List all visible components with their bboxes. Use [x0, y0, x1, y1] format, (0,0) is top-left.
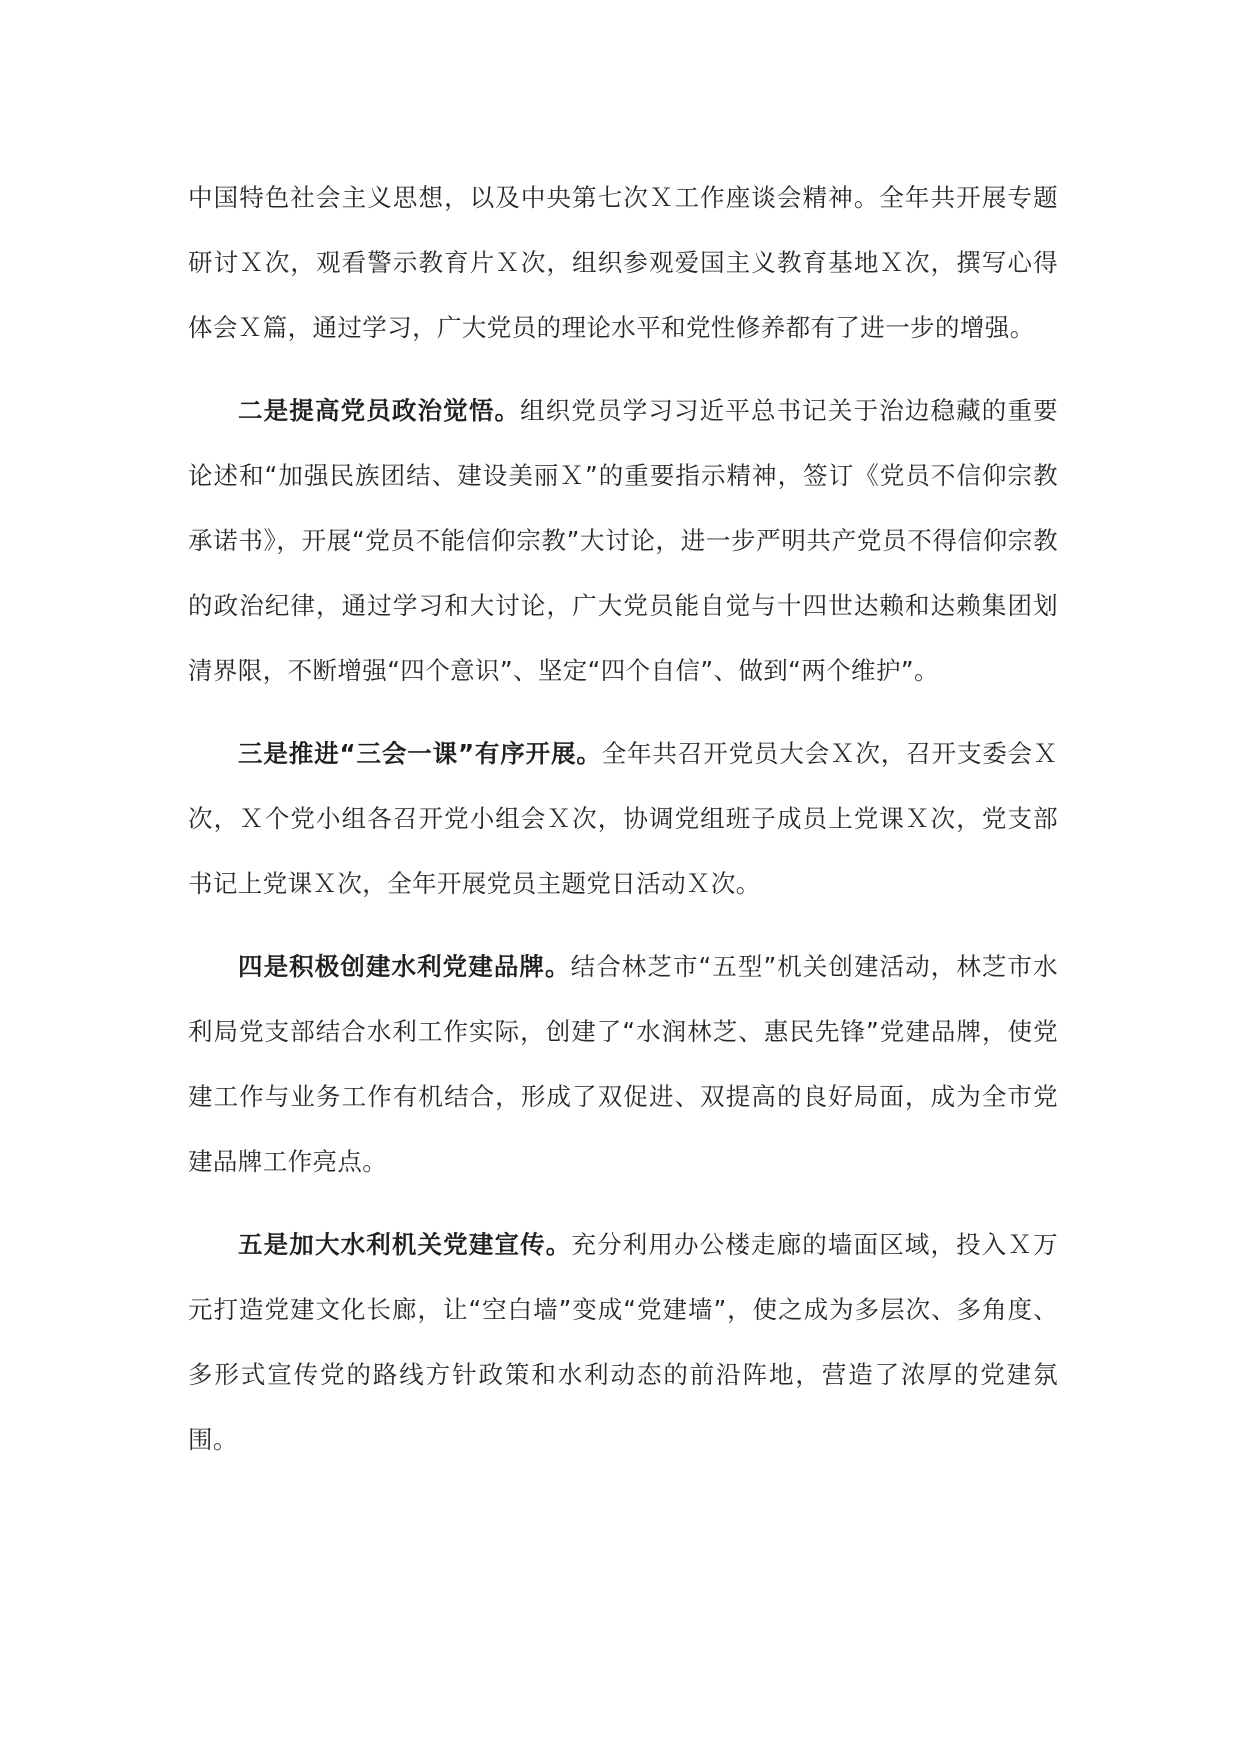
paragraph-text: 结合林芝市“五型”机关创建活动，林芝市水利局党支部结合水利工作实际，创建了“水润林芝、惠民先锋”党建品牌，使党建工作与业务工作有机结合，形成了双促进、双提高的良好局面，成为全市党建品牌工作亮点。 [188, 952, 1058, 1176]
paragraph-text: 中国特色社会主义思想，以及中央第七次Ｘ工作座谈会精神。全年共开展专题研讨Ｘ次，观看警示教育片Ｘ次，组织参观爱国主义教育基地Ｘ次，撰写心得体会Ｘ篇，通过学习，广大党员的理论水平和党性修养都有了进一步的增强。 [188, 183, 1058, 342]
paragraph-study-continuation [188, 165, 1058, 360]
paragraph-heading: 五是加大水利机关党建宣传。 [238, 1230, 572, 1259]
paragraph-heading: 二是提高党员政治觉悟。 [238, 396, 521, 425]
paragraph-heading: 四是积极创建水利党建品牌。 [238, 952, 571, 981]
paragraph-heading: 三是推进“三会一课”有序开展。 [238, 739, 602, 768]
paragraph-text: 全年共召开党员大会Ｘ次，召开支委会Ｘ次，Ｘ个党小组各召开党小组会Ｘ次，协调党组班子成员上党课Ｘ次，党支部书记上党课Ｘ次，全年开展党员主题党日活动Ｘ次。 [188, 739, 1058, 898]
paragraph-text: 充分利用办公楼走廊的墙面区域，投入Ｘ万元打造党建文化长廊，让“空白墙”变成“党建墙”，使之成为多层次、多角度、多形式宣传党的路线方针政策和水利动态的前沿阵地，营造了浓厚的党建氛围。 [188, 1230, 1058, 1454]
paragraph-party-brand [188, 934, 1058, 1194]
document-body [188, 165, 1058, 1490]
paragraph-political-awareness [188, 378, 1058, 703]
paragraph-three-meetings-one-lesson [188, 721, 1058, 916]
paragraph-text: 组织党员学习习近平总书记关于治边稳藏的重要论述和“加强民族团结、建设美丽Ｘ”的重要指示精神，签订《党员不信仰宗教承诺书》，开展“党员不能信仰宗教”大讨论，进一步严明共产党员不得信仰宗教的政治纪律，通过学习和大讨论，广大党员能自觉与十四世达赖和达赖集团划清界限，不断增强“四个意识”、坚定“四个自信”、做到“两个维护”。 [188, 396, 1058, 685]
paragraph-party-publicity [188, 1212, 1058, 1472]
